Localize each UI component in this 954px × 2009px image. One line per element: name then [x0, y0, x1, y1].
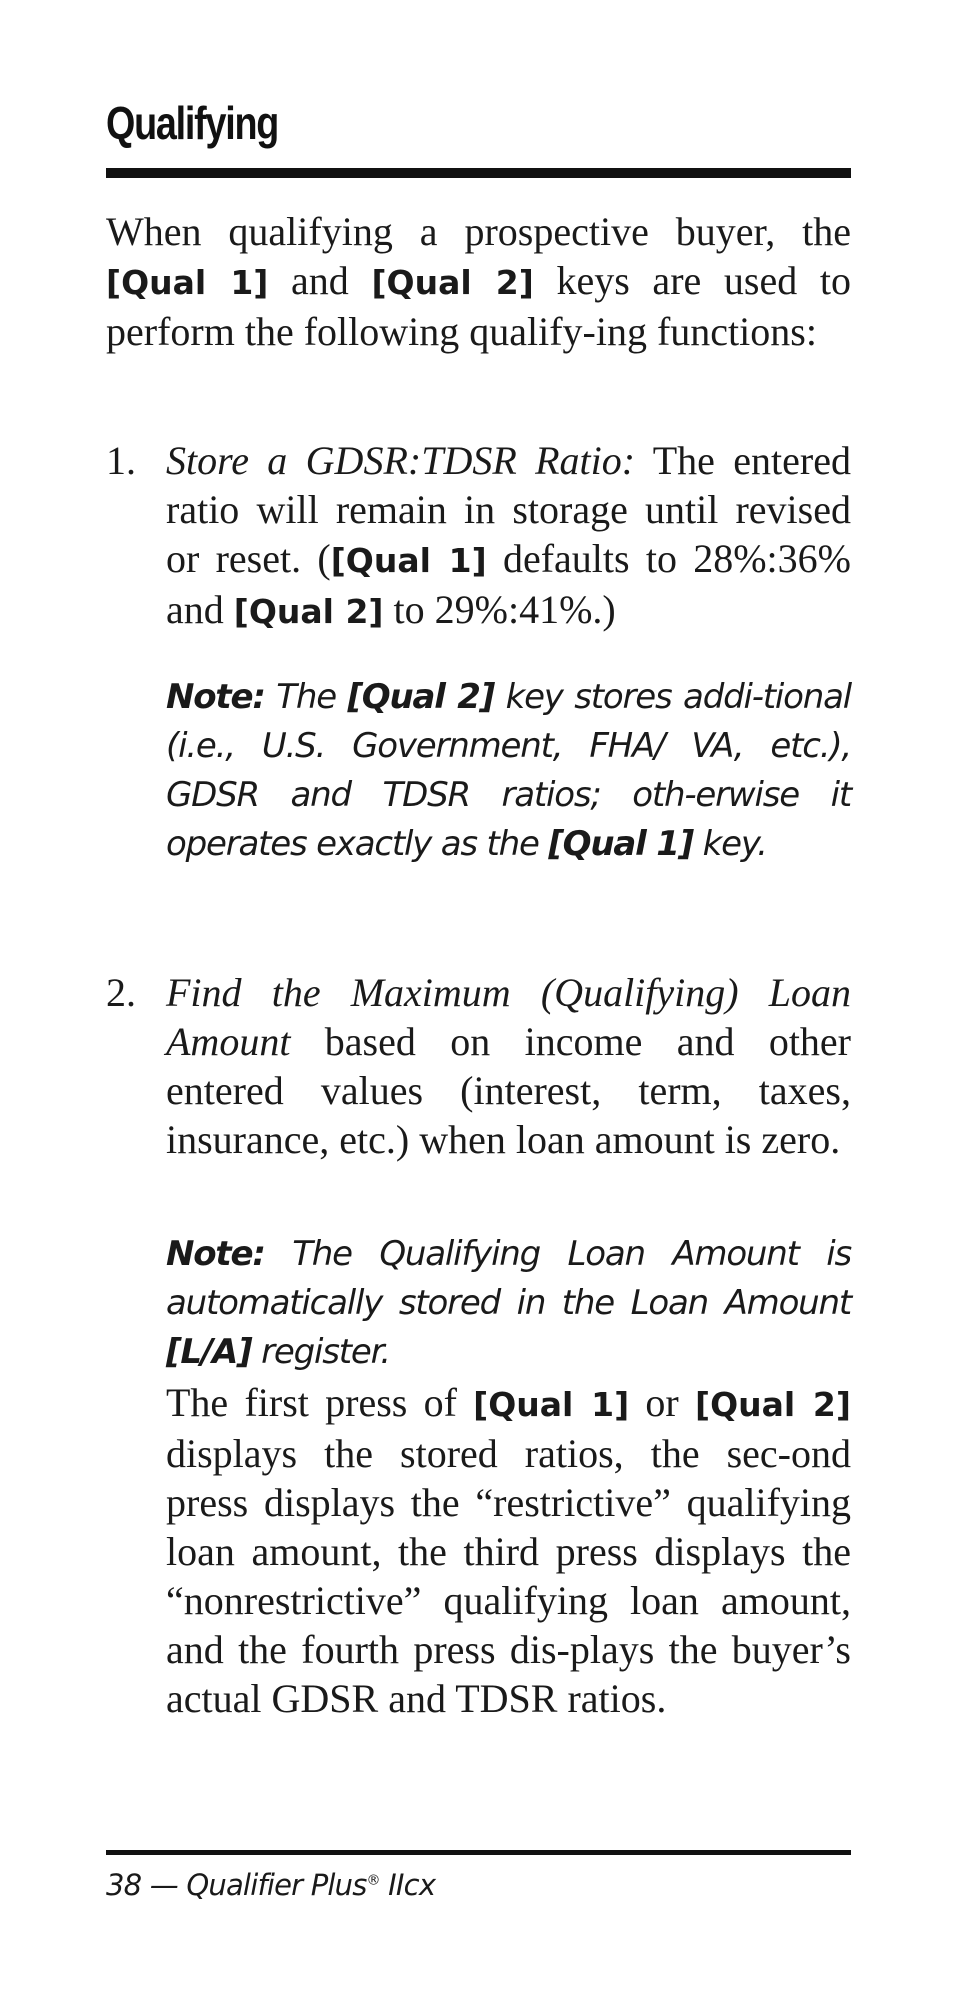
item-text: The entered ratio will remain in storage until revised or reset. (: [166, 438, 851, 581]
intro-text: keys are used to perform the following qualify-ing functions:: [106, 258, 851, 354]
heading-rule: [106, 168, 851, 178]
page-footer: [106, 1868, 435, 1902]
note-text: register.: [251, 1332, 390, 1372]
list-item-body: [166, 436, 851, 636]
footer-rule: [106, 1850, 851, 1855]
item-text: to 29%:41%.): [383, 587, 616, 632]
note-label: Note:: [166, 677, 265, 717]
item-text: defaults to 28%:36% and: [166, 536, 851, 632]
product-model: IIcx: [379, 1868, 436, 1902]
note-1: [166, 673, 851, 869]
qual2-key-ref: [Qual 2]: [347, 677, 495, 717]
item-lead: Store a GDSR:TDSR Ratio:: [166, 438, 636, 483]
registered-mark: ®: [366, 1872, 380, 1889]
qual1-key-ref: [Qual 1]: [473, 1385, 630, 1424]
footer-dash: —: [141, 1868, 187, 1902]
qual2-key-ref: [Qual 2]: [694, 1385, 851, 1424]
note-label: Note:: [166, 1234, 265, 1274]
intro-text: and: [268, 258, 372, 303]
product-name: Qualifier Plus: [186, 1868, 367, 1902]
qual2-key-ref: [Qual 2]: [233, 592, 384, 631]
qual1-key-ref: [Qual 1]: [106, 263, 269, 302]
list-item-body: [166, 968, 851, 1164]
la-key-ref: [L/A]: [166, 1332, 252, 1372]
intro-text: When qualifying a prospective buyer, the: [106, 209, 851, 254]
para-text: The first press of: [166, 1380, 474, 1425]
note-text: key stores addi-tional (i.e., U.S. Government, FHA/ VA, etc.), GDSR and TDSR ratios; oth-erwise it operates exactly as the: [166, 677, 851, 864]
item-lead: Find the Maximum (Qualifying) Loan Amount: [166, 970, 851, 1064]
note-text: The: [264, 677, 348, 717]
list-number: 2.: [106, 970, 136, 1015]
para-text: displays the stored ratios, the sec-ond press displays the “restrictive” qualifying loan amount, the third press displays the “nonrestrictive” qualifying loan amount, and the fourth press dis-plays the buyer’s actual GDSR and TDSR ratios.: [166, 1431, 851, 1721]
qual1-key-ref: [Qual 1]: [548, 824, 694, 864]
para-text: or: [629, 1380, 695, 1425]
note-2: [166, 1230, 851, 1377]
list-number: 1.: [106, 438, 136, 483]
page-number: 38: [106, 1868, 142, 1902]
intro-paragraph: [106, 207, 851, 356]
item-text: based on income and other entered values (interest, term, taxes, insurance, etc.) when loan amount is zero.: [166, 1019, 851, 1162]
qual1-key-ref: [Qual 1]: [330, 541, 487, 580]
qual2-key-ref: [Qual 2]: [371, 263, 534, 302]
press-sequence-paragraph: [166, 1378, 851, 1723]
section-heading: Qualifying: [106, 97, 279, 149]
note-text: key.: [693, 824, 767, 864]
note-text: The Qualifying Loan Amount is automatically stored in the Loan Amount: [166, 1234, 851, 1323]
